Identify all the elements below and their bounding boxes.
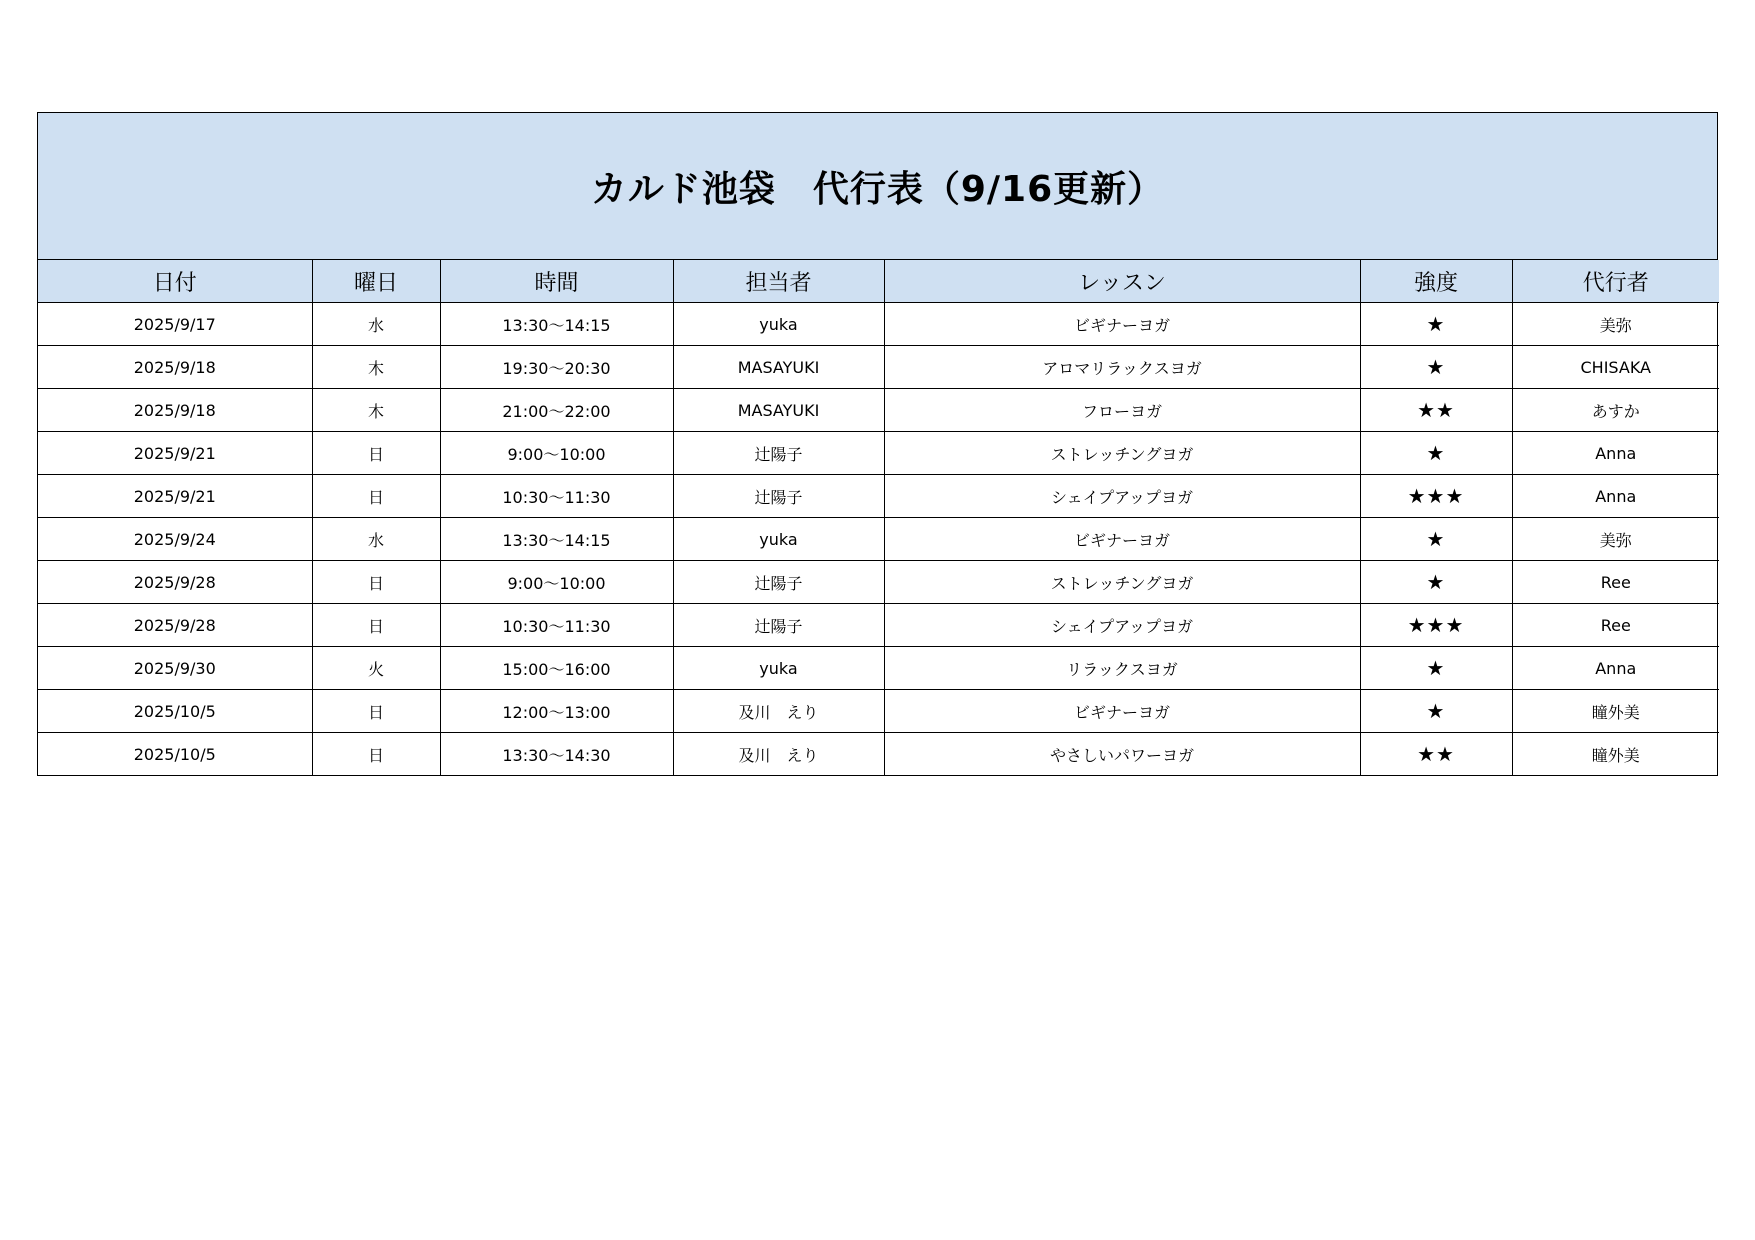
intensity-cell: ★ <box>1360 561 1512 604</box>
title-banner <box>38 113 1717 260</box>
weekday-cell: 木 <box>312 389 440 432</box>
intensity-cell: ★ <box>1360 647 1512 690</box>
substitute-cell: Ree <box>1512 561 1719 604</box>
weekday-cell: 日 <box>312 604 440 647</box>
weekday-cell: 水 <box>312 303 440 346</box>
weekday-cell: 水 <box>312 518 440 561</box>
table-row <box>38 647 1719 690</box>
column-header-time: 時間 <box>440 260 673 303</box>
instructor-cell: yuka <box>673 647 884 690</box>
time-cell: 15:00〜16:00 <box>440 647 673 690</box>
lesson-cell: ビギナーヨガ <box>884 518 1360 561</box>
instructor-cell: MASAYUKI <box>673 389 884 432</box>
intensity-cell: ★ <box>1360 518 1512 561</box>
weekday-cell: 木 <box>312 346 440 389</box>
intensity-cell: ★★ <box>1360 389 1512 432</box>
date-cell: 2025/9/21 <box>38 432 312 475</box>
weekday-cell: 日 <box>312 561 440 604</box>
table-row <box>38 690 1719 733</box>
substitute-cell: 瞳外美 <box>1591 745 1640 765</box>
table-row <box>38 561 1719 604</box>
instructor-cell: 及川 えり <box>673 733 884 776</box>
table-row <box>38 303 1719 346</box>
intensity-cell: ★★★ <box>1360 475 1512 518</box>
column-header-instructor: 担当者 <box>673 260 884 303</box>
time-cell: 9:00〜10:00 <box>440 561 673 604</box>
substitute-table <box>38 260 1719 775</box>
lesson-cell: フローヨガ <box>884 389 1360 432</box>
instructor-cell: MASAYUKI <box>673 346 884 389</box>
table-row <box>38 733 1719 776</box>
lesson-cell: ストレッチングヨガ <box>884 561 1360 604</box>
time-cell: 13:30〜14:15 <box>440 518 673 561</box>
instructor-cell: 及川 えり <box>673 690 884 733</box>
instructor-cell: yuka <box>673 518 884 561</box>
instructor-cell: 辻陽子 <box>673 604 884 647</box>
table-row <box>38 518 1719 561</box>
column-header-weekday: 曜日 <box>312 260 440 303</box>
intensity-cell: ★ <box>1360 690 1512 733</box>
date-cell: 2025/10/5 <box>38 733 312 776</box>
time-cell: 13:30〜14:30 <box>440 733 673 776</box>
substitute-cell: Anna <box>1512 475 1719 518</box>
substitute-cell: あすか <box>1512 389 1719 432</box>
date-cell: 2025/9/28 <box>38 561 312 604</box>
intensity-cell: ★ <box>1360 303 1512 346</box>
substitute-cell: Anna <box>1512 647 1719 690</box>
column-header-date: 日付 <box>38 260 312 303</box>
substitute-cell: 美弥 <box>1512 303 1719 346</box>
lesson-cell: やさしいパワーヨガ <box>884 733 1360 776</box>
date-cell: 2025/9/18 <box>38 389 312 432</box>
date-cell: 2025/9/24 <box>38 518 312 561</box>
lesson-cell: ビギナーヨガ <box>884 303 1360 346</box>
table-header-row <box>38 260 1719 303</box>
weekday-cell: 日 <box>312 690 440 733</box>
time-cell: 10:30〜11:30 <box>440 475 673 518</box>
date-cell: 2025/9/18 <box>38 346 312 389</box>
lesson-cell: ビギナーヨガ <box>884 690 1360 733</box>
weekday-cell: 日 <box>312 475 440 518</box>
table-row <box>38 432 1719 475</box>
instructor-cell: 辻陽子 <box>673 432 884 475</box>
substitute-cell: 美弥 <box>1512 518 1719 561</box>
substitute-cell: 瞳外美 <box>1512 690 1719 733</box>
intensity-cell: ★★★ <box>1360 604 1512 647</box>
date-cell: 2025/9/21 <box>38 475 312 518</box>
time-cell: 21:00〜22:00 <box>440 389 673 432</box>
table-row <box>38 346 1719 389</box>
date-cell: 2025/10/5 <box>38 690 312 733</box>
time-cell: 9:00〜10:00 <box>440 432 673 475</box>
table-row <box>38 389 1719 432</box>
substitute-cell: Ree <box>1512 604 1719 647</box>
weekday-cell: 日 <box>312 733 440 776</box>
lesson-cell: シェイプアップヨガ <box>884 475 1360 518</box>
date-cell: 2025/9/17 <box>38 303 312 346</box>
intensity-cell: ★ <box>1360 346 1512 389</box>
instructor-cell: yuka <box>673 303 884 346</box>
time-cell: 10:30〜11:30 <box>440 604 673 647</box>
instructor-cell: 辻陽子 <box>673 561 884 604</box>
column-header-lesson: レッスン <box>884 260 1360 303</box>
time-cell: 13:30〜14:15 <box>440 303 673 346</box>
lesson-cell: アロマリラックスヨガ <box>884 346 1360 389</box>
substitute-cell: Anna <box>1512 432 1719 475</box>
weekday-cell: 日 <box>312 432 440 475</box>
time-cell: 19:30〜20:30 <box>440 346 673 389</box>
time-cell: 12:00〜13:00 <box>440 690 673 733</box>
schedule-sheet <box>37 112 1718 776</box>
instructor-cell: 辻陽子 <box>673 475 884 518</box>
intensity-cell: ★ <box>1360 432 1512 475</box>
date-cell: 2025/9/28 <box>38 604 312 647</box>
lesson-cell: シェイプアップヨガ <box>884 604 1360 647</box>
weekday-cell: 火 <box>312 647 440 690</box>
column-header-intensity: 強度 <box>1360 260 1512 303</box>
date-cell: 2025/9/30 <box>38 647 312 690</box>
lesson-cell: ストレッチングヨガ <box>884 432 1360 475</box>
table-row <box>38 604 1719 647</box>
column-header-substitute: 代行者 <box>1512 260 1719 303</box>
table-row <box>38 475 1719 518</box>
page-title: カルド池袋 代行表（9/16更新） <box>590 168 1165 210</box>
lesson-cell: リラックスヨガ <box>884 647 1360 690</box>
substitute-cell: CHISAKA <box>1512 346 1719 389</box>
intensity-cell: ★★ <box>1360 733 1512 776</box>
